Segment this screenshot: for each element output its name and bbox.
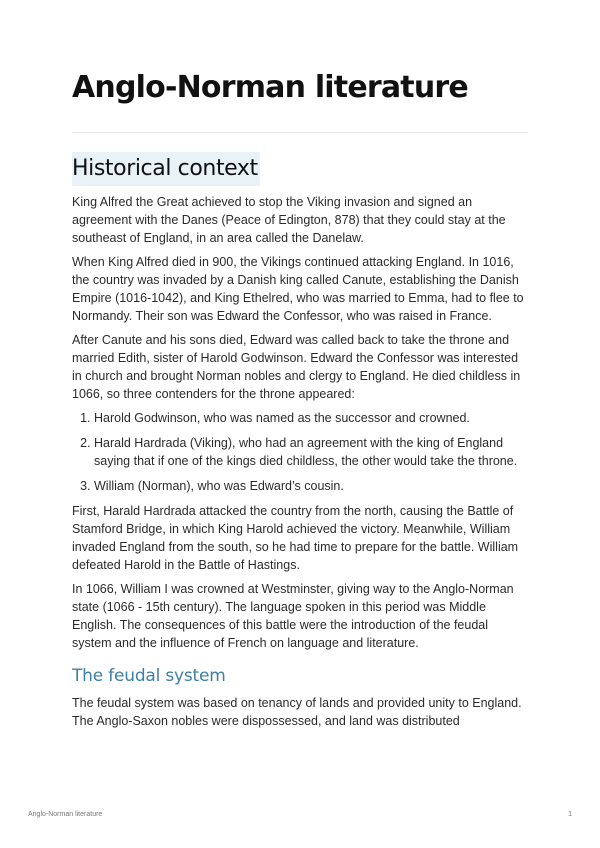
- document-body: [72, 152, 528, 736]
- list-item: 1. Harold Godwinson, who was named as the successor and crowned.: [94, 409, 528, 427]
- paragraph: King Alfred the Great achieved to stop the Viking invasion and signed an agreement with the Danes (Peace of Edington, 878) that they could stay at the southeast of England, in an area called the Danelaw.: [72, 195, 506, 245]
- paragraph: The feudal system was based on tenancy of lands and provided unity to England. The Anglo-Saxon nobles were dispossessed, and land was distributed: [72, 696, 522, 728]
- title-divider: [72, 132, 528, 133]
- paragraph: After Canute and his sons died, Edward was called back to take the throne and married Edith, sister of Harold Godwinson. Edward the Confessor was interested in church and brought Norman nobles and clergy to England. He died childless in 1066, so three contenders for the throne appeared:: [72, 333, 521, 401]
- section-heading: Historical context: [72, 152, 260, 186]
- contenders-list: [72, 409, 528, 495]
- paragraph: In 1066, William I was crowned at Westminster, giving way to the Anglo-Norman state (1066 - 15th century). The language spoken in this period was Middle English. The consequences of this battle were the introduction of the feudal system and the influence of French on language and literature.: [72, 582, 514, 650]
- footer-document-title: Anglo-Norman literature: [28, 811, 103, 818]
- list-item: 3. William (Norman), who was Edward’s cousin.: [94, 477, 528, 495]
- section-historical-context: [72, 152, 528, 652]
- document-title: Anglo-Norman literature: [72, 70, 468, 105]
- section-feudal-system: [72, 664, 528, 730]
- subsection-heading: The feudal system: [72, 666, 226, 686]
- footer-page-number: 1: [568, 811, 572, 818]
- paragraph: First, Harald Hardrada attacked the country from the north, causing the Battle of Stamford Bridge, in which King Harold achieved the victory. Meanwhile, William invaded England from the south, so he had time to prepare for the battle. William defeated Harold in the Battle of Hastings.: [72, 504, 519, 572]
- list-item: 2. Harald Hardrada (Viking), who had an agreement with the king of England saying that if one of the kings died childless, the other would take the throne.: [94, 434, 528, 470]
- paragraph: When King Alfred died in 900, the Vikings continued attacking England. In 1016, the country was invaded by a Danish king called Canute, establishing the Danish Empire (1016-1042), and King Ethelred, who was married to Emma, had to flee to Normandy. Their son was Edward the Confessor, who was raised in France.: [72, 255, 524, 323]
